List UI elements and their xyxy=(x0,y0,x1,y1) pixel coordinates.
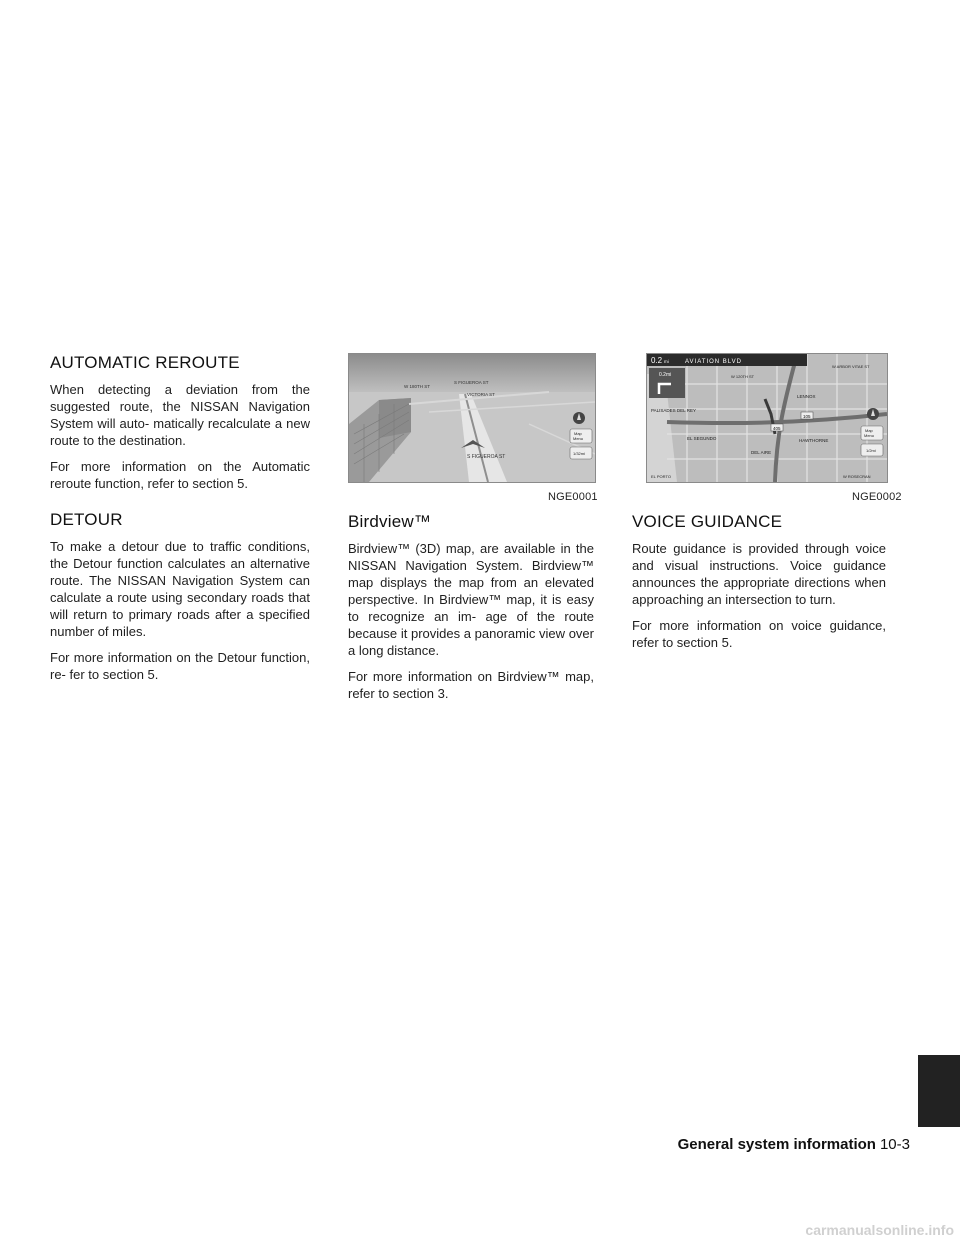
paragraph: For more information on the Automatic reroute function, refer to section 5. xyxy=(50,459,310,491)
place-label: W 120TH ST xyxy=(731,374,755,379)
heading-automatic-reroute: AUTOMATIC REROUTE xyxy=(50,353,240,372)
distance-small: 0.2mi xyxy=(659,372,672,378)
paragraph: For more information on Birdview™ map, refer to section 3. xyxy=(348,669,594,701)
place-label: DEL AIRE xyxy=(751,450,772,455)
place-label: W ARBOR VITAE ST xyxy=(832,364,870,369)
place-label: EL PORTO xyxy=(651,474,671,479)
road-name: AVIATION BLVD xyxy=(685,359,743,365)
heading-birdview: Birdview™ xyxy=(348,512,432,531)
distance-value: 0.2 xyxy=(651,356,663,365)
heading-detour: DETOUR xyxy=(50,510,123,529)
scale-label: 1/2mi xyxy=(866,448,876,453)
shield-label: 405 xyxy=(773,426,781,431)
paragraph: When detecting a deviation from the suggested route, the NISSAN Navigation System will auto- matically recalculate a new route to the destination. xyxy=(50,382,310,448)
footer-section-title: General system information xyxy=(677,1136,876,1153)
button-label: Menu xyxy=(573,436,584,441)
watermark: carmanualsonline.info xyxy=(805,1222,954,1238)
heading-voice-guidance: VOICE GUIDANCE xyxy=(632,512,783,531)
button-label: Map xyxy=(865,428,873,433)
street-label: S FIGUEROA ST xyxy=(467,454,506,460)
button-label: Menu xyxy=(864,433,875,438)
birdview-map-image xyxy=(349,354,595,482)
street-label: S FIGUEROA ST xyxy=(454,380,489,385)
page-footer xyxy=(678,1136,910,1153)
page-number: 10-3 xyxy=(879,1136,910,1153)
scale-label: 1/32mi xyxy=(573,451,586,456)
column-right xyxy=(632,512,886,660)
shield-label: 105 xyxy=(803,414,811,419)
column-middle xyxy=(348,512,594,711)
birdview-map-figure xyxy=(348,353,596,483)
street-label: W 180TH ST xyxy=(404,384,431,389)
voice-guidance-map-figure xyxy=(646,353,888,483)
place-label: LENNOX xyxy=(797,394,816,399)
figure-id: NGE0001 xyxy=(548,491,598,503)
figure-id: NGE0002 xyxy=(852,491,902,503)
place-label: EL SEGUNDO xyxy=(687,436,717,441)
paragraph: For more information on voice guidance, refer to section 5. xyxy=(632,618,886,650)
place-label: HAWTHORNE xyxy=(799,438,829,443)
column-left xyxy=(50,353,310,692)
place-label: W ROSECRAN xyxy=(843,474,871,479)
button-label: Map xyxy=(574,431,582,436)
paragraph: For more information on the Detour function, re- fer to section 5. xyxy=(50,650,310,682)
paragraph: Birdview™ (3D) map, are available in the NISSAN Navigation System. Birdview™ map displays the map from an elevated perspective. In Birdview™ map, it is easy to recognize an im- age of the route because it provides a panoramic view over a long distance. xyxy=(348,541,594,658)
paragraph: To make a detour due to traffic conditions, the Detour function calculates an alternative route. The NISSAN Navigation System can calculate a route using secondary roads that will return to primary roads after a specified number of miles. xyxy=(50,539,310,639)
map-2d-image xyxy=(647,354,887,482)
street-label: VICTORIA ST xyxy=(467,392,495,397)
distance-unit: mi xyxy=(664,359,669,364)
place-label: PALISADES DEL REY xyxy=(651,408,697,413)
section-thumb-tab xyxy=(918,1055,960,1127)
paragraph: Route guidance is provided through voice and visual instructions. Voice guidance announces the appropriate directions when approaching an intersection to turn. xyxy=(632,541,886,607)
